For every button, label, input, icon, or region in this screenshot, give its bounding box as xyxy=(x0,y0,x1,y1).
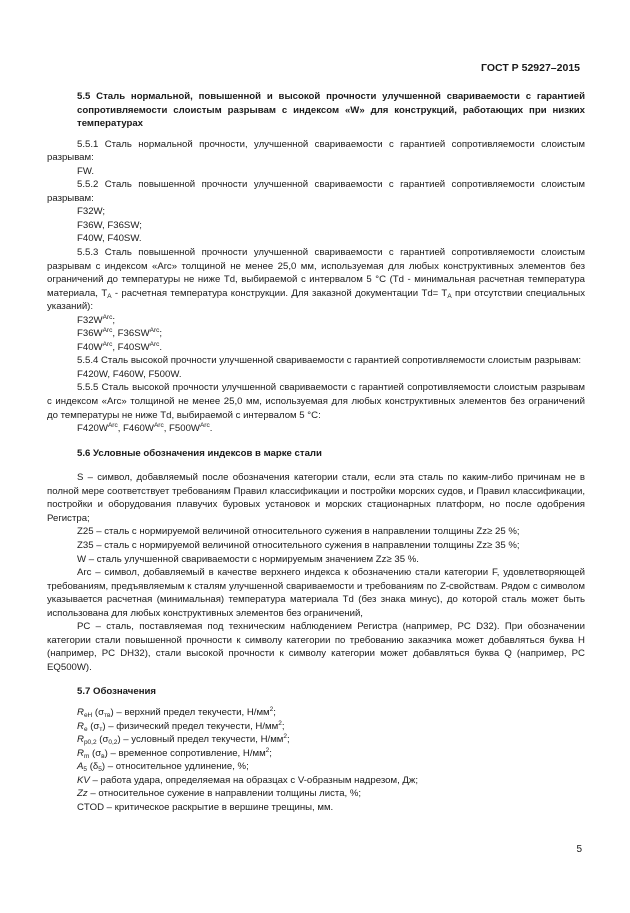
grade-line: $F32W^{Arc}$; xyxy=(77,313,116,326)
designation-reh: $R_{eH}$ $(\sigma_{тв})$ – верхний предел текучести, $Н/мм^2$; xyxy=(77,705,276,719)
designation-kv: KV – работа удара, определяемая на образцах с V-образным надрезом, Дж; xyxy=(77,774,418,786)
designation-a5: $A_5$ $(\delta_5)$ – относительное удлинение, %; xyxy=(77,761,249,774)
grade-line: F36W, F36SW; xyxy=(77,219,142,231)
section-5-5-heading: 5.5 Сталь нормальной, повышенной и высокой прочности улучшенной свариваемости с гарантией сопротивляемости слоистым разрывам с индексом «W» для конструкций, работающих при низких температурах xyxy=(77,91,585,130)
document-header: ГОСТ Р 52927–2015 xyxy=(481,62,580,74)
designation-rm: $R_m$ $(\sigma_в)$ – временное сопротивление, $Н/мм^2$; xyxy=(77,746,272,760)
grade-line: F40W, F40SW. xyxy=(77,233,142,245)
page-body xyxy=(47,90,585,814)
paragraph-index-arc: Arc – символ, добавляемый в качестве верхнего индекса к обозначению стали категории F, удовлетворяющей требованиям, предъявляемым к сталям улучшенной свариваемости и требованиям по Z-свойствам. Рядом с символом указывается расчетная (минимальная) температура материала Td (без знака минус), до которой сталь может быть использована для любых конструктивных элементов без ограничений, xyxy=(47,567,585,619)
grade-line: $F36W^{Arc}$, $F36SW^{Arc}$; xyxy=(77,327,163,340)
designation-zz: Zz – относительное сужение в направлении толщины листа, %; xyxy=(77,788,362,800)
grade-line: F32W; xyxy=(77,206,106,218)
paragraph-5-5-5: 5.5.5 Сталь высокой прочности улучшенной свариваемости с гарантией сопротивляемости слоистым разрывам с индексом «Arc» толщиной не менее 25,0 мм, используемая для любых конструктивных элементов без ограничений до температуры не ниже Td, выбираемой с интервалом 5 °C: xyxy=(47,382,585,421)
grades-5-5-4: F420W, F460W, F500W. xyxy=(77,368,182,380)
designation-re: $R_e$ $(\sigma_т)$ – физический предел текучести, $Н/мм^2$; xyxy=(77,719,285,733)
grade-line: $F40W^{Arc}$, $F40SW^{Arc}$. xyxy=(77,340,163,353)
paragraph-5-5-4: 5.5.4 Сталь высокой прочности улучшенной свариваемости с гарантией сопротивляемости слоистым разрывам: xyxy=(77,355,582,367)
designation-ctod: CTOD – критическое раскрытие в вершине трещины, мм. xyxy=(77,801,334,813)
paragraph-index-s: S – символ, добавляемый после обозначения категории стали, если эта сталь по каким-либо причинам не в полной мере соответствует требованиям Правил классификации и постройки морских судов, и Правил классификации, постройки и оборудования плавучих буровых установок и морских стационарных платформ, но после одобрения Регистра; xyxy=(47,472,585,524)
section-5-6-heading: 5.6 Условные обозначения индексов в марке стали xyxy=(77,447,322,459)
grades-5-5-1: FW. xyxy=(77,165,95,177)
paragraph-index-w: W – сталь улучшенной свариваемости с нормируемым значением Zz≥ 35 %. xyxy=(77,553,419,565)
grade-line: $F420W^{Arc}$, $F460W^{Arc}$, $F500W^{Arc}$. xyxy=(77,422,213,435)
paragraph-5-5-3: 5.5.3 Сталь повышенной прочности улучшенной свариваемости с гарантией сопротивляемости слоистым разрывам с индексом «Arc» толщиной не менее 25,0 мм, используемая для любых конструктивных элементов без ограничений до температуры не ниже Td, выбираемой с интервалом 5 °C (Td - минимальная расчетная температура материала, $T_A$ - расчетная температура конструкции. Для заказной документации $Td= T_A$ при отсутствии специальных указаний): xyxy=(47,247,585,313)
paragraph-5-5-2: 5.5.2 Сталь повышенной прочности улучшенной свариваемости с гарантией сопротивляемости слоистым разрывам: xyxy=(47,179,585,204)
paragraph-5-5-1: 5.5.1 Сталь нормальной прочности, улучшенной свариваемости с гарантией сопротивляемости слоистым разрывам: xyxy=(47,138,585,164)
paragraph-index-z35: Z35 – сталь с нормируемой величиной относительного сужения в направлении толщины Zz≥ 35 %; xyxy=(77,539,520,551)
paragraph-index-z25: Z25 – сталь с нормируемой величиной относительного сужения в направлении толщины Zz≥ 25 %; xyxy=(77,526,520,538)
page-number: 5 xyxy=(576,844,582,855)
section-5-7-heading: 5.7 Обозначения xyxy=(77,686,156,698)
paragraph-index-pc: PC – сталь, поставляемая под техническим наблюдением Регистра (например, PC D32). При обозначении категории стали повышенной прочности к символу категории по требованию заказчика может добавляться буква H (например, PC DH32), стали высокой прочности к символу категории может добавляться буква Q (например, PC EQ500W). xyxy=(47,621,585,673)
designation-rp02: $R_{p0,2}$ $(\sigma_{0,2})$ – условный предел текучести, $Н/мм^2$; xyxy=(77,733,290,747)
